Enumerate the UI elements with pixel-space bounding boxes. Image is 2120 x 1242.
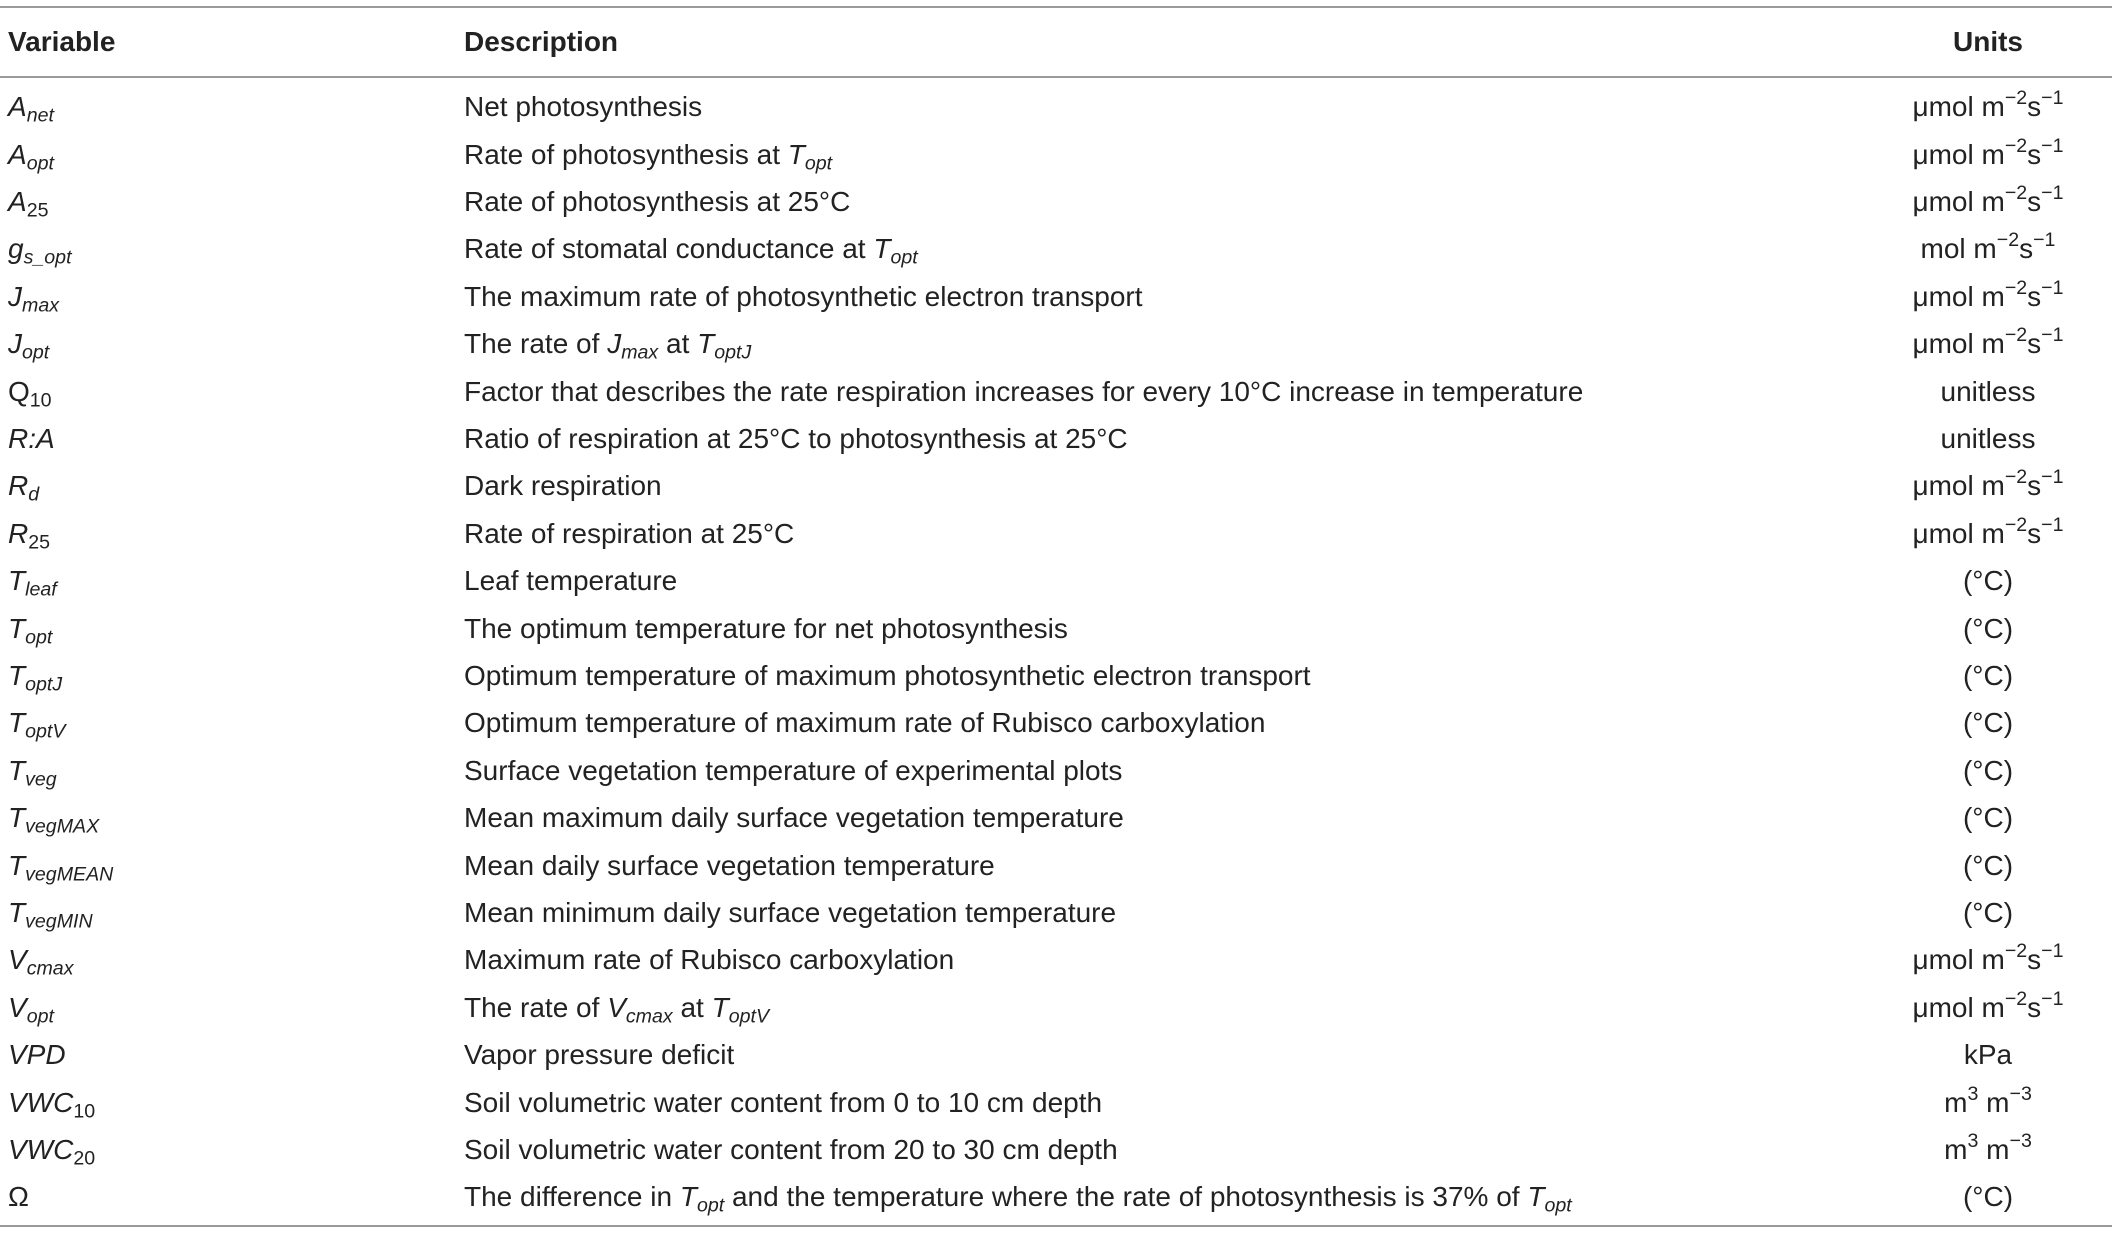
variable-symbol: T — [8, 707, 26, 739]
text-segment: Rate of photosynthesis at 25°C — [464, 186, 851, 218]
table-row — [0, 605, 2112, 652]
italic-symbol: J — [607, 328, 622, 360]
text-segment: (°C) — [1962, 659, 2014, 691]
units-cell — [1864, 368, 2112, 415]
variable-symbol: R:A — [8, 423, 55, 455]
variable-cell — [0, 984, 464, 1031]
superscript: −2 — [2004, 181, 2028, 204]
variable-symbol: g — [8, 233, 24, 265]
variable-cell — [0, 653, 464, 700]
italic-symbol: T — [711, 991, 729, 1023]
header-units: Units — [1953, 26, 2023, 57]
superscript: −1 — [2041, 987, 2064, 1010]
description-cell — [464, 747, 1864, 794]
table-header — [0, 7, 2112, 77]
table-row — [0, 1174, 2112, 1225]
table-row — [0, 77, 2112, 131]
superscript: −1 — [2041, 181, 2064, 204]
table-row — [0, 416, 2112, 463]
description-cell — [464, 368, 1864, 415]
units-cell — [1864, 321, 2112, 368]
text-segment: The optimum temperature for net photosynthesis — [464, 612, 1068, 644]
text-segment: s — [2027, 991, 2042, 1023]
superscript: −1 — [2041, 134, 2064, 157]
superscript: 3 — [1967, 1129, 1979, 1152]
variable-cell — [0, 890, 464, 937]
superscript: −2 — [2004, 276, 2028, 299]
variable-subscript: opt — [26, 1005, 54, 1028]
variable-symbol: J — [8, 328, 22, 360]
description-cell — [464, 890, 1864, 937]
variable-subscript: vegMEAN — [25, 863, 114, 886]
description-cell — [464, 1079, 1864, 1126]
units-cell — [1864, 700, 2112, 747]
variable-symbol: VPD — [8, 1039, 66, 1071]
text-segment: s — [2027, 280, 2042, 312]
units-cell — [1864, 558, 2112, 605]
table-row — [0, 321, 2112, 368]
text-segment: (°C) — [1962, 754, 2014, 786]
text-segment: Optimum temperature of maximum rate of Rubisco carboxylation — [464, 707, 1266, 739]
variable-subscript: opt — [26, 152, 54, 175]
text-segment: s — [2019, 233, 2034, 265]
units-cell — [1864, 226, 2112, 273]
units-cell — [1864, 795, 2112, 842]
variable-subscript: 25 — [28, 531, 51, 554]
variable-symbol: V — [8, 944, 27, 976]
variable-table — [0, 6, 2112, 1225]
text-segment: (°C) — [1962, 565, 2014, 597]
text-segment: Mean minimum daily surface vegetation temperature — [464, 896, 1117, 928]
variable-symbol: R — [8, 517, 29, 549]
table-row — [0, 368, 2112, 415]
variable-cell — [0, 700, 464, 747]
superscript: −2 — [2004, 87, 2028, 110]
table-row — [0, 1127, 2112, 1174]
text-segment: Optimum temperature of maximum photosynthetic electron transport — [464, 659, 1311, 691]
text-segment: Leaf temperature — [464, 565, 678, 597]
variable-cell — [0, 605, 464, 652]
table-row — [0, 1032, 2112, 1079]
description-cell — [464, 1032, 1864, 1079]
text-segment: μmol m — [1912, 470, 2005, 502]
variable-subscript: opt — [25, 626, 53, 649]
variable-subscript: 10 — [73, 1099, 96, 1122]
units-cell — [1864, 653, 2112, 700]
text-segment: Net photosynthesis — [464, 91, 703, 123]
superscript: 3 — [1967, 1082, 1979, 1105]
description-cell — [464, 1127, 1864, 1174]
text-segment: (°C) — [1962, 707, 2014, 739]
table-row — [0, 984, 2112, 1031]
table-row — [0, 747, 2112, 794]
variable-symbol: J — [8, 280, 22, 312]
table-row — [0, 179, 2112, 226]
text-segment: Ratio of respiration at 25°C to photosynthesis at 25°C — [464, 423, 1128, 455]
variable-subscript: 10 — [29, 389, 52, 412]
variable-subscript: opt — [22, 341, 50, 364]
superscript: −2 — [2004, 134, 2028, 157]
variable-cell — [0, 131, 464, 178]
table-row — [0, 511, 2112, 558]
description-cell — [464, 558, 1864, 605]
text-segment: s — [2027, 186, 2042, 218]
text-segment: s — [2027, 328, 2042, 360]
variable-symbol: VWC — [8, 1086, 74, 1118]
text-segment: The rate of — [464, 328, 608, 360]
text-segment: μmol m — [1912, 328, 2005, 360]
text-segment: The difference in — [464, 1181, 680, 1213]
description-cell — [464, 321, 1864, 368]
text-segment: mol m — [1920, 233, 1997, 265]
variable-symbol: A — [8, 138, 27, 170]
description-cell — [464, 937, 1864, 984]
variable-symbol: T — [8, 612, 26, 644]
variable-symbol: T — [8, 565, 26, 597]
units-cell — [1864, 463, 2112, 510]
units-cell — [1864, 416, 2112, 463]
superscript: −1 — [2041, 940, 2064, 963]
units-cell — [1864, 984, 2112, 1031]
text-segment: at — [658, 328, 698, 360]
table-row — [0, 226, 2112, 273]
variable-cell — [0, 511, 464, 558]
superscript: −1 — [2041, 324, 2064, 347]
variable-symbol: Q — [8, 375, 30, 407]
table-row — [0, 890, 2112, 937]
variable-subscript: cmax — [26, 957, 74, 980]
variable-symbol: Ω — [8, 1181, 29, 1213]
text-segment: s — [2027, 944, 2042, 976]
table-row — [0, 700, 2112, 747]
units-cell — [1864, 1032, 2112, 1079]
superscript: −2 — [2004, 466, 2028, 489]
variable-symbol: T — [8, 896, 26, 928]
variable-subscript: 25 — [26, 199, 49, 222]
description-cell — [464, 274, 1864, 321]
variable-subscript: vegMAX — [25, 815, 100, 838]
description-cell — [464, 653, 1864, 700]
variable-cell — [0, 1174, 464, 1225]
italic-symbol: T — [1527, 1181, 1545, 1213]
text-segment: at — [672, 991, 712, 1023]
text-segment: Rate of photosynthesis at — [464, 138, 788, 170]
text-segment: Maximum rate of Rubisco carboxylation — [464, 944, 955, 976]
text-segment: Dark respiration — [464, 470, 662, 502]
description-cell — [464, 511, 1864, 558]
variable-symbol: T — [8, 802, 26, 834]
table-body — [0, 77, 2112, 1225]
variable-cell — [0, 747, 464, 794]
text-segment: The rate of — [464, 991, 608, 1023]
table-row — [0, 558, 2112, 605]
variable-symbol: V — [8, 991, 27, 1023]
text-segment: kPa — [1963, 1039, 2013, 1071]
superscript: −3 — [2009, 1082, 2032, 1105]
variable-subscript: max — [22, 294, 60, 317]
variable-symbol: T — [8, 659, 26, 691]
variable-cell — [0, 1079, 464, 1126]
text-segment: (°C) — [1962, 802, 2014, 834]
text-segment: m — [1944, 1086, 1968, 1118]
text-segment: The maximum rate of photosynthetic electron transport — [464, 280, 1143, 312]
description-cell — [464, 226, 1864, 273]
variable-symbol: A — [8, 186, 27, 218]
text-segment: μmol m — [1912, 991, 2005, 1023]
units-cell — [1864, 131, 2112, 178]
units-cell — [1864, 179, 2112, 226]
superscript: −2 — [2004, 324, 2028, 347]
variable-subscript: leaf — [25, 578, 57, 601]
superscript: −2 — [1996, 229, 2020, 252]
variable-subscript: optJ — [25, 673, 63, 696]
table-row — [0, 463, 2112, 510]
variable-cell — [0, 416, 464, 463]
superscript: −2 — [2004, 513, 2028, 536]
text-segment: (°C) — [1962, 896, 2014, 928]
variable-subscript: 20 — [73, 1147, 96, 1170]
text-segment: Mean maximum daily surface vegetation temperature — [464, 802, 1124, 834]
text-segment: m — [1978, 1133, 2010, 1165]
units-cell — [1864, 842, 2112, 889]
units-cell — [1864, 747, 2112, 794]
text-segment: μmol m — [1912, 91, 2005, 123]
text-segment: unitless — [1940, 375, 2036, 407]
description-cell — [464, 984, 1864, 1031]
superscript: −2 — [2004, 987, 2028, 1010]
superscript: −1 — [2033, 229, 2056, 252]
text-segment: μmol m — [1912, 944, 2005, 976]
text-segment: s — [2027, 91, 2042, 123]
units-cell — [1864, 274, 2112, 321]
variable-symbol: A — [8, 91, 27, 123]
variable-table-container — [0, 6, 2112, 1227]
table-row — [0, 937, 2112, 984]
header-description: Description — [464, 26, 619, 57]
text-segment: m — [1944, 1133, 1968, 1165]
table-row — [0, 842, 2112, 889]
subscript: opt — [890, 246, 918, 269]
italic-symbol: T — [873, 233, 891, 265]
description-cell — [464, 416, 1864, 463]
text-segment: Soil volumetric water content from 20 to 30 cm depth — [464, 1133, 1118, 1165]
description-cell — [464, 463, 1864, 510]
variable-subscript: net — [26, 104, 54, 127]
superscript: −3 — [2009, 1129, 2032, 1152]
variable-cell — [0, 77, 464, 131]
variable-subscript: veg — [25, 768, 57, 791]
text-segment: s — [2027, 517, 2042, 549]
text-segment: s — [2027, 470, 2042, 502]
units-cell — [1864, 605, 2112, 652]
variable-subscript: s_opt — [23, 246, 72, 269]
units-cell — [1864, 1079, 2112, 1126]
text-segment: (°C) — [1962, 612, 2014, 644]
text-segment: Surface vegetation temperature of experimental plots — [464, 754, 1123, 786]
units-cell — [1864, 511, 2112, 558]
description-cell — [464, 842, 1864, 889]
description-cell — [464, 700, 1864, 747]
italic-symbol: T — [679, 1181, 697, 1213]
description-cell — [464, 131, 1864, 178]
variable-symbol: VWC — [8, 1133, 74, 1165]
text-segment: (°C) — [1962, 849, 2014, 881]
table-bottom-rule — [0, 1225, 2112, 1227]
text-segment: μmol m — [1912, 280, 2005, 312]
superscript: −1 — [2041, 276, 2064, 299]
variable-subscript: d — [28, 483, 40, 506]
description-cell — [464, 795, 1864, 842]
units-cell — [1864, 937, 2112, 984]
header-row — [0, 7, 2112, 77]
description-cell — [464, 179, 1864, 226]
text-segment: μmol m — [1912, 517, 2005, 549]
variable-symbol: T — [8, 849, 26, 881]
units-cell — [1864, 1174, 2112, 1225]
text-segment: μmol m — [1912, 186, 2005, 218]
subscript: max — [621, 341, 659, 364]
italic-symbol: V — [607, 991, 626, 1023]
text-segment: and the temperature where the rate of photosynthesis is 37% of — [724, 1181, 1528, 1213]
units-cell — [1864, 1127, 2112, 1174]
superscript: −2 — [2004, 940, 2028, 963]
text-segment: (°C) — [1962, 1181, 2014, 1213]
text-segment: Rate of respiration at 25°C — [464, 517, 795, 549]
text-segment: Soil volumetric water content from 0 to 10 cm depth — [464, 1086, 1103, 1118]
variable-subscript: vegMIN — [25, 910, 93, 933]
variable-cell — [0, 1127, 464, 1174]
variable-cell — [0, 226, 464, 273]
variable-symbol: T — [8, 754, 26, 786]
variable-subscript: optV — [25, 720, 66, 743]
description-cell — [464, 1174, 1864, 1225]
subscript: optJ — [714, 341, 752, 364]
text-segment: Mean daily surface vegetation temperature — [464, 849, 995, 881]
subscript: optV — [728, 1005, 770, 1028]
text-segment: μmol m — [1912, 138, 2005, 170]
table-row — [0, 795, 2112, 842]
text-segment: m — [1978, 1086, 2010, 1118]
table-row — [0, 131, 2112, 178]
variable-cell — [0, 558, 464, 605]
variable-cell — [0, 321, 464, 368]
variable-cell — [0, 179, 464, 226]
table-row — [0, 274, 2112, 321]
variable-cell — [0, 937, 464, 984]
units-cell — [1864, 890, 2112, 937]
variable-cell — [0, 368, 464, 415]
italic-symbol: T — [697, 328, 715, 360]
variable-cell — [0, 842, 464, 889]
text-segment: Factor that describes the rate respiration increases for every 10°C increase in temperature — [464, 375, 1584, 407]
header-variable: Variable — [8, 26, 116, 57]
units-cell — [1864, 77, 2112, 131]
table-row — [0, 653, 2112, 700]
text-segment: s — [2027, 138, 2042, 170]
subscript: opt — [696, 1194, 725, 1217]
description-cell — [464, 77, 1864, 131]
superscript: −1 — [2041, 466, 2064, 489]
variable-cell — [0, 463, 464, 510]
italic-symbol: T — [787, 138, 805, 170]
variable-symbol: R — [8, 470, 29, 502]
superscript: −1 — [2041, 513, 2064, 536]
text-segment: Vapor pressure deficit — [464, 1039, 735, 1071]
subscript: opt — [1544, 1194, 1572, 1217]
text-segment: Rate of stomatal conductance at — [464, 233, 874, 265]
superscript: −1 — [2041, 87, 2064, 110]
table-row — [0, 1079, 2112, 1126]
text-segment: unitless — [1940, 423, 2036, 455]
description-cell — [464, 605, 1864, 652]
variable-cell — [0, 274, 464, 321]
variable-cell — [0, 795, 464, 842]
variable-cell — [0, 1032, 464, 1079]
subscript: opt — [804, 152, 833, 175]
subscript: cmax — [625, 1005, 673, 1028]
